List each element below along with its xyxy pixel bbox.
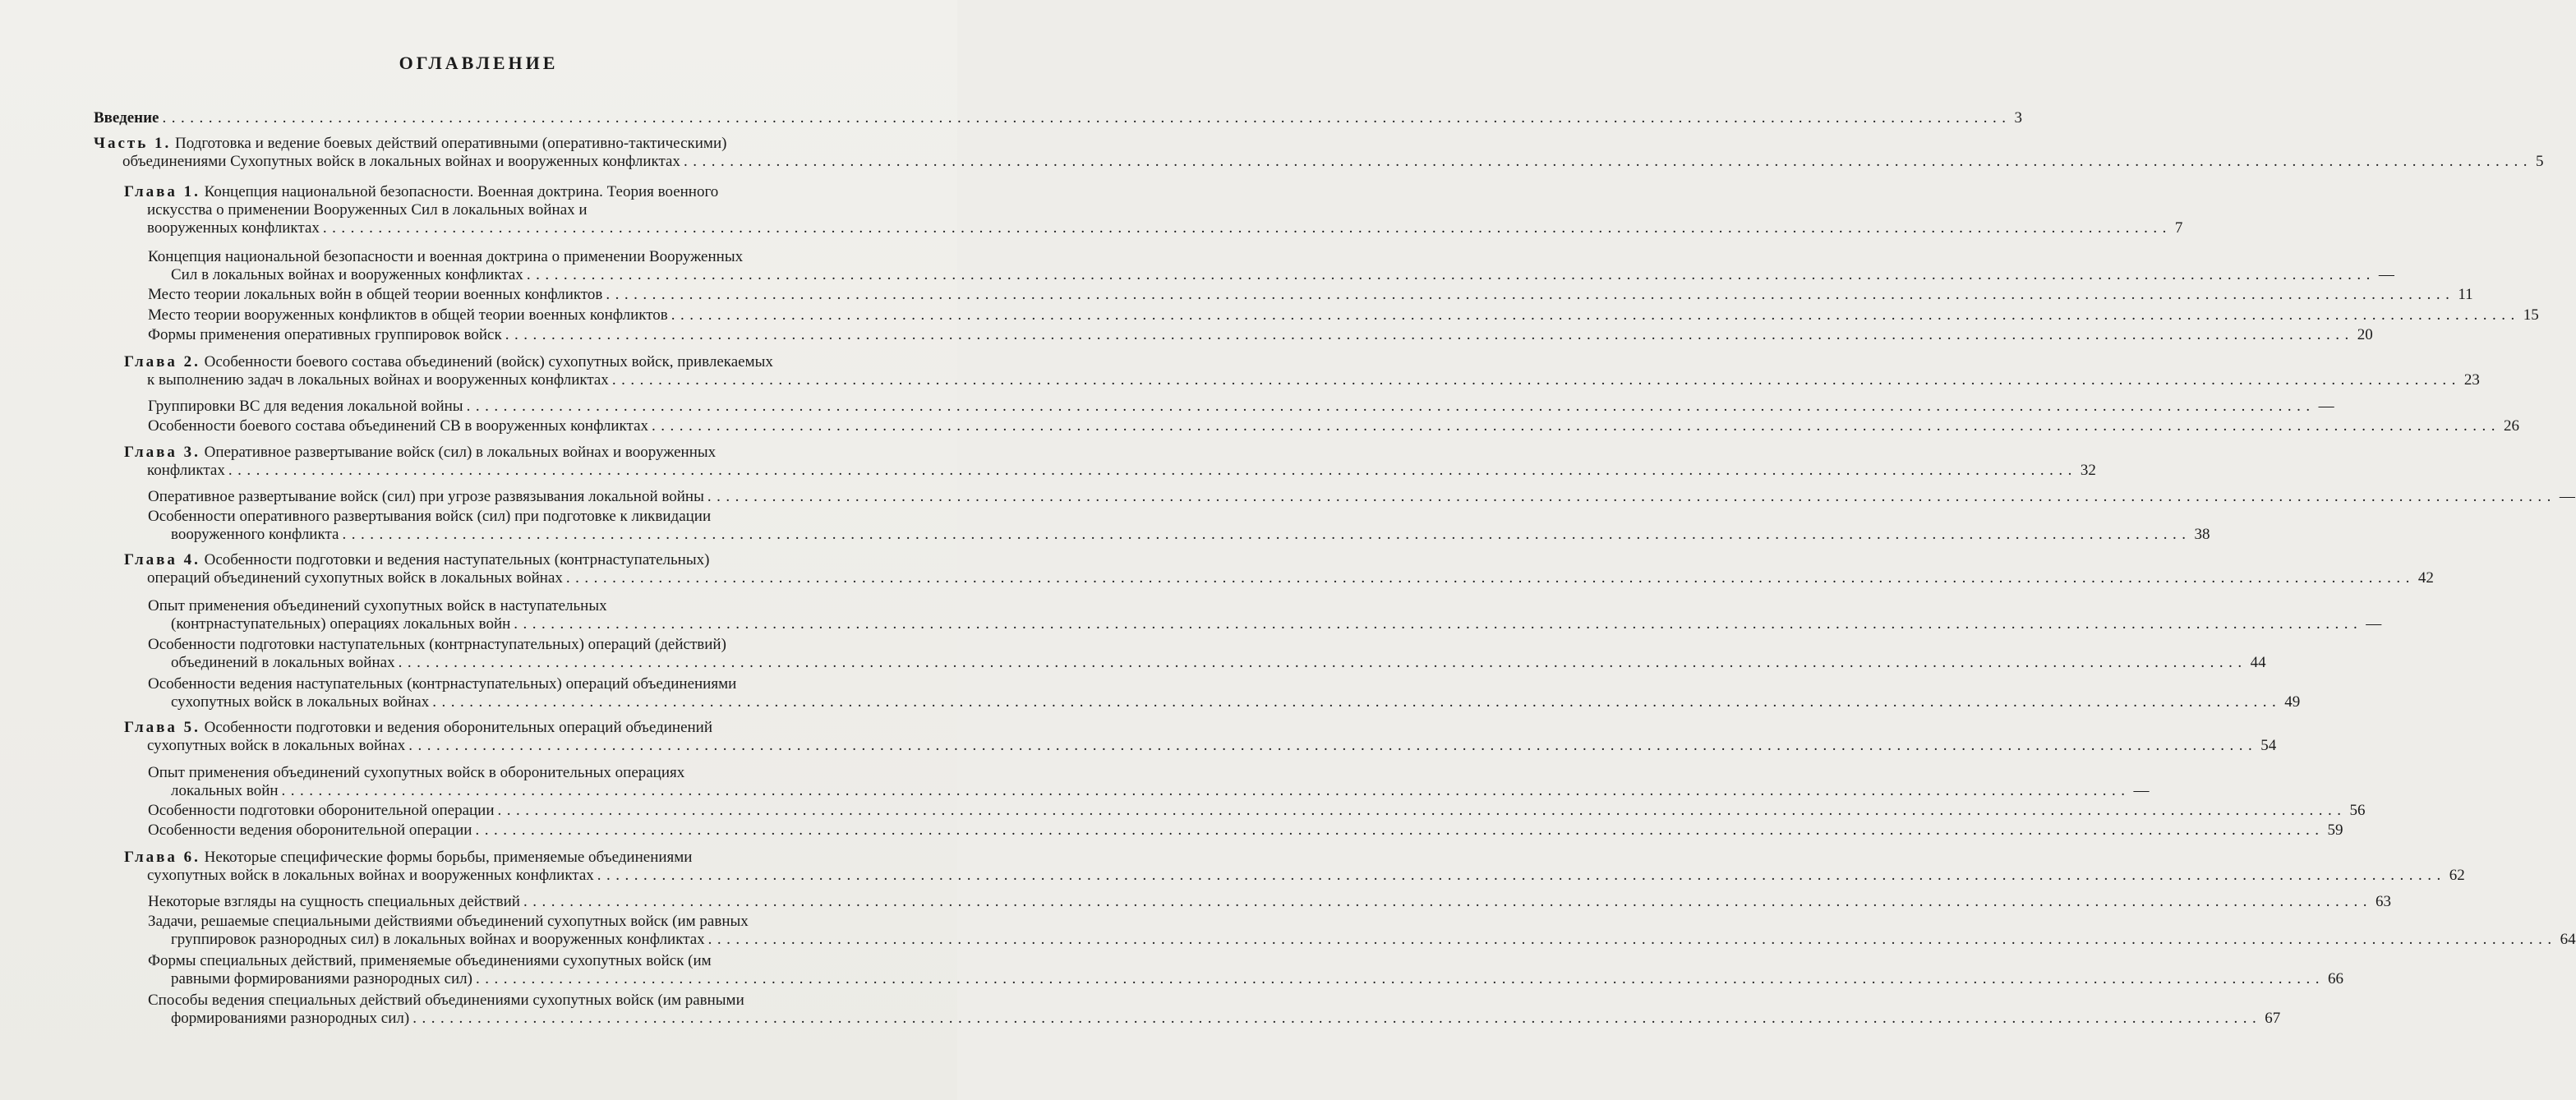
toc-entry-line xyxy=(124,849,923,867)
toc-entry-line xyxy=(124,737,2277,755)
dot-leader: ........................................................................................................................................................................................................ xyxy=(523,893,2372,910)
toc-entry-line xyxy=(148,615,2382,633)
toc-page-number: 20 xyxy=(2357,326,2373,343)
toc-page-number: 23 xyxy=(2463,371,2480,389)
dot-leader: ........................................................................................................................................................................................................ xyxy=(497,802,2347,819)
dot-leader: ........................................................................................................................................................................................................ xyxy=(281,782,2131,799)
toc-entry xyxy=(124,183,2183,237)
toc-entry-line xyxy=(94,153,2544,171)
toc-entry-title: к выполнению задач в локальных войнах и вооруженных конфликтах xyxy=(147,371,609,389)
toc-entry-text xyxy=(148,488,704,506)
toc-entry-line xyxy=(148,822,2343,840)
toc-entry xyxy=(124,719,2277,755)
toc-entry-line xyxy=(94,109,2022,127)
toc-page-number: 62 xyxy=(2449,867,2465,884)
toc-entry xyxy=(148,992,2281,1028)
toc-entry-title: Опыт применения объединений сухопутных войск в наступательных xyxy=(148,597,607,614)
toc-entry-text xyxy=(171,782,279,800)
toc-entry-text xyxy=(148,398,463,416)
toc-entry-line xyxy=(148,992,923,1010)
toc-entry-title: объединений в локальных войнах xyxy=(171,654,395,671)
toc-page-number: — xyxy=(2133,782,2150,799)
toc-entry xyxy=(94,109,2022,127)
toc-entry-line xyxy=(148,286,2473,304)
toc-entry-title: Особенности подготовки наступательных (контрнаступательных) операций (действий) xyxy=(148,636,726,653)
toc-page-number: 3 xyxy=(2014,109,2022,127)
toc-entry-title: Формы специальных действий, применяемые объединениями сухопутных войск (им xyxy=(148,952,712,969)
toc-entry-text xyxy=(147,737,405,755)
toc-entry-line xyxy=(148,693,2301,711)
toc-entry xyxy=(148,286,2473,304)
toc-entry-title: вооруженных конфликтах xyxy=(147,219,320,237)
toc-entry xyxy=(148,802,2366,820)
toc-entry-line xyxy=(148,597,923,615)
toc-entry-title: сухопутных войск в локальных войнах и вооруженных конфликтах xyxy=(147,867,594,884)
toc-entry-line xyxy=(148,675,923,693)
toc-page-number: 63 xyxy=(2375,893,2391,910)
toc-entry-title: Особенности боевого состава объединений (войск) сухопутных войск, привлекаемых xyxy=(204,353,773,371)
toc-entry-title: Особенности ведения наступательных (контрнаступательных) операций объединениями xyxy=(148,675,737,693)
toc-entry-title: Группировки ВС для ведения локальной войны xyxy=(148,398,463,415)
toc-entry-title: Концепция национальной безопасности и военная доктрина о применении Вооруженных xyxy=(148,248,744,265)
dot-leader: ........................................................................................................................................................................................................ xyxy=(606,286,2455,303)
toc-entry-line xyxy=(148,802,2366,820)
dot-leader: ........................................................................................................................................................................................................ xyxy=(398,654,2247,671)
toc-entry-title: Формы применения оперативных группировок войск xyxy=(148,326,502,343)
toc-entry-title: Концепция национальной безопасности. Военная доктрина. Теория военного xyxy=(204,183,719,200)
toc-entry-title: (контрнаступательных) операциях локальных войн xyxy=(171,615,511,633)
toc-entry-text xyxy=(148,893,520,911)
dot-leader: ........................................................................................................................................................................................................ xyxy=(707,488,2556,505)
dot-leader: ........................................................................................................................................................................................................ xyxy=(707,931,2557,948)
toc-entry xyxy=(148,398,2334,416)
toc-entry-text xyxy=(147,462,225,480)
toc-entry-text xyxy=(122,153,680,171)
toc-entry-title: Место теории локальных войн в общей теории военных конфликтов xyxy=(148,286,603,303)
toc-entry-text xyxy=(171,526,339,544)
toc-entry-text xyxy=(171,654,395,672)
toc-entry-prefix: Часть 1. xyxy=(94,135,172,152)
toc-entry xyxy=(148,822,2343,840)
toc-entry-line xyxy=(124,371,2480,389)
toc-entry-line xyxy=(148,764,923,782)
toc-entry-text xyxy=(124,719,712,736)
toc-entry-text xyxy=(148,508,711,525)
toc-entry-title: операций объединений сухопутных войск в локальных войнах xyxy=(147,569,563,587)
toc-entry-title: Сил в локальных войнах и вооруженных конфликтах xyxy=(171,266,523,283)
dot-leader: ........................................................................................................................................................................................................ xyxy=(466,398,2316,415)
toc-entry xyxy=(148,636,2266,672)
toc-entry-prefix: Глава 2. xyxy=(124,353,200,371)
toc-entry-title: Особенности оперативного развертывания войск (сил) при подготовке к ликвидации xyxy=(148,508,712,525)
dot-leader: ........................................................................................................................................................................................................ xyxy=(514,615,2363,633)
toc-entry-line xyxy=(148,306,2539,324)
toc-entry-text xyxy=(148,597,607,614)
toc-entry-title: Особенности подготовки и ведения наступательных (контрнаступательных) xyxy=(204,551,710,568)
dot-leader: ........................................................................................................................................................................................................ xyxy=(162,109,2011,127)
toc-entry-title: Особенности ведения оборонительной операции xyxy=(148,822,472,839)
toc-entry xyxy=(148,248,2394,284)
toc-entry-title: объединениями Сухопутных войск в локальных войнах и вооруженных конфликтах xyxy=(122,153,680,170)
toc-entry-title: сухопутных войск в локальных войнах xyxy=(171,693,430,711)
toc-entry-line xyxy=(148,326,2373,344)
toc-entry xyxy=(124,444,2096,480)
toc-entry-line xyxy=(148,913,923,931)
toc-entry xyxy=(148,326,2373,344)
dot-leader: ........................................................................................................................................................................................................ xyxy=(228,462,2077,479)
toc-entry-prefix: Глава 6. xyxy=(124,849,200,866)
toc-entry-line xyxy=(148,782,2150,800)
toc-entry-text xyxy=(148,675,736,693)
toc-entry-title: Место теории вооруженных конфликтов в общей теории военных конфликтов xyxy=(148,306,668,324)
toc-entry-line xyxy=(148,398,2334,416)
toc-entry-text xyxy=(147,371,609,389)
toc-entry-line xyxy=(124,444,923,462)
toc-page-number: — xyxy=(2378,266,2394,283)
toc-page-number: 26 xyxy=(2504,417,2520,435)
toc-entry-text xyxy=(147,867,594,885)
toc-page-number: — xyxy=(2366,615,2382,633)
toc-entry-line xyxy=(148,893,2391,911)
dot-leader: ........................................................................................................................................................................................................ xyxy=(652,417,2501,435)
toc-entry-text xyxy=(148,802,495,820)
toc-entry-prefix: Глава 5. xyxy=(124,719,200,736)
toc-entry-prefix: Глава 4. xyxy=(124,551,200,568)
toc-entry xyxy=(124,849,2465,885)
toc-entry-text xyxy=(171,615,510,633)
toc-page-number: 49 xyxy=(2284,693,2301,711)
toc-entry xyxy=(124,353,2480,389)
toc-page-number: 42 xyxy=(2417,569,2434,587)
toc-entry-line xyxy=(124,551,923,569)
toc-entry-text xyxy=(148,417,648,435)
toc-page-number: 66 xyxy=(2327,970,2343,987)
toc-entry-line xyxy=(148,508,923,526)
dot-leader: ........................................................................................................................................................................................................ xyxy=(670,306,2520,324)
toc-entry-text xyxy=(147,201,588,219)
toc-page-number: 67 xyxy=(2265,1010,2281,1027)
toc-page-number: 38 xyxy=(2194,526,2210,543)
toc-entry-title: Способы ведения специальных действий объединениями сухопутных войск (им равными xyxy=(148,992,744,1009)
toc-entry-title: Особенности боевого состава объединений СВ в вооруженных конфликтах xyxy=(148,417,649,435)
toc-page-number: 54 xyxy=(2260,737,2277,754)
toc-page-number: 11 xyxy=(2458,286,2473,303)
toc-entry-text xyxy=(171,266,523,284)
toc-page-number: 7 xyxy=(2174,219,2183,237)
toc-entry-text xyxy=(148,822,472,840)
toc-page-number: 5 xyxy=(2535,153,2544,170)
toc-entry-title: конфликтах xyxy=(147,462,225,479)
toc-entry xyxy=(148,597,2382,633)
toc-entry-line xyxy=(148,654,2266,672)
toc-entry-text xyxy=(147,219,320,237)
toc-entry-title: локальных войн xyxy=(171,782,279,799)
toc-entry-text xyxy=(148,913,749,930)
toc-entry-line xyxy=(148,1010,2281,1028)
toc-entry-text xyxy=(148,286,602,304)
toc-page-number: — xyxy=(2318,398,2334,415)
toc-entry-text xyxy=(124,353,773,371)
toc-entry xyxy=(148,508,2210,544)
toc-entry-line xyxy=(94,135,923,153)
toc-entry xyxy=(148,417,2520,435)
toc-entry-line xyxy=(124,867,2465,885)
dot-leader: ........................................................................................................................................................................................................ xyxy=(475,822,2325,839)
toc-entry xyxy=(148,675,2301,711)
toc-entry-text xyxy=(148,952,712,969)
toc-entry xyxy=(94,135,2544,171)
toc-entry-title: Особенности подготовки оборонительной операции xyxy=(148,802,495,819)
toc-entry-title: Некоторые взгляды на сущность специальных действий xyxy=(148,893,520,910)
toc-entry-line xyxy=(124,462,2096,480)
toc-entry-text xyxy=(148,306,668,324)
toc-entry-text xyxy=(171,970,472,988)
dot-leader: ........................................................................................................................................................................................................ xyxy=(432,693,2282,711)
toc-entry-prefix: Глава 1. xyxy=(124,183,200,200)
toc-entry-line xyxy=(148,526,2210,544)
toc-entry xyxy=(148,488,2575,506)
toc-entry-text xyxy=(148,326,502,344)
toc-entry-line xyxy=(124,201,923,219)
toc-entry-title: Задачи, решаемые специальными действиями объединений сухопутных войск (им равных xyxy=(148,913,749,930)
toc-entry xyxy=(148,893,2391,911)
dot-leader: ........................................................................................................................................................................................................ xyxy=(408,737,2258,754)
toc-entry-title: Введение xyxy=(94,109,159,127)
toc-entry-text xyxy=(171,1010,409,1028)
toc-entry-title: группировок разнородных сил) в локальных войнах и вооруженных конфликтах xyxy=(171,931,705,948)
toc-entry xyxy=(148,913,2576,949)
dot-leader: ........................................................................................................................................................................................................ xyxy=(505,326,2354,343)
dot-leader: ........................................................................................................................................................................................................ xyxy=(412,1010,2262,1027)
toc-entry-title: вооруженного конфликта xyxy=(171,526,339,543)
toc-entry-line xyxy=(148,636,923,654)
toc-page-number: 32 xyxy=(2080,462,2096,479)
toc-entry-line xyxy=(124,719,923,737)
dot-leader: ........................................................................................................................................................................................................ xyxy=(475,970,2325,987)
toc-entry xyxy=(148,952,2343,988)
toc-entry xyxy=(124,551,2434,587)
toc-entry-line xyxy=(148,266,2394,284)
toc-page-number: 64 xyxy=(2560,931,2576,948)
dot-leader: ........................................................................................................................................................................................................ xyxy=(342,526,2191,543)
dot-leader: ........................................................................................................................................................................................................ xyxy=(526,266,2376,283)
toc-page-number: 15 xyxy=(2523,306,2539,324)
toc-entry-text xyxy=(171,931,705,949)
dot-leader: ........................................................................................................................................................................................................ xyxy=(322,219,2172,237)
toc-entry xyxy=(148,764,2150,800)
page-title: ОГЛАВЛЕНИЕ xyxy=(399,53,559,73)
toc-entry-text xyxy=(124,849,692,866)
toc-entry-text xyxy=(148,248,743,265)
toc-entry-title: Подготовка и ведение боевых действий оперативными (оперативно-тактическими) xyxy=(175,135,727,152)
toc-entry-prefix: Глава 3. xyxy=(124,444,200,461)
toc-entry-title: Оперативное развертывание войск (сил) в локальных войнах и вооруженных xyxy=(204,444,717,461)
toc-entry-text xyxy=(124,183,718,200)
toc-entry-title: формированиями разнородных сил) xyxy=(171,1010,410,1027)
toc-page-number: 44 xyxy=(2250,654,2266,671)
toc-entry-title: Особенности подготовки и ведения оборонительных операций объединений xyxy=(204,719,713,736)
toc-page-number: 56 xyxy=(2349,802,2366,819)
toc-entry-text xyxy=(94,135,726,152)
toc-entry xyxy=(148,306,2539,324)
toc-entry-title: равными формированиями разнородных сил) xyxy=(171,970,472,987)
dot-leader: ........................................................................................................................................................................................................ xyxy=(565,569,2415,587)
toc-entry-line xyxy=(148,952,923,970)
toc-entry-title: искусства о применении Вооруженных Сил в локальных войнах и xyxy=(147,201,588,219)
toc-entry-text xyxy=(124,551,709,568)
toc-entry-text xyxy=(148,636,726,653)
toc-entry-title: Опыт применения объединений сухопутных войск в оборонительных операциях xyxy=(148,764,685,781)
toc-entry-line xyxy=(124,353,923,371)
toc-entry-line xyxy=(148,931,2576,949)
toc-entry-title: сухопутных войск в локальных войнах xyxy=(147,737,406,754)
toc-entry-line xyxy=(148,488,2575,506)
dot-leader: ........................................................................................................................................................................................................ xyxy=(597,867,2446,884)
toc-entry-line xyxy=(124,569,2434,587)
dot-leader: ........................................................................................................................................................................................................ xyxy=(611,371,2461,389)
toc-entry-line xyxy=(148,970,2343,988)
toc-entry-line xyxy=(124,219,2183,237)
toc-entry-text xyxy=(171,693,429,711)
toc-entry-text xyxy=(94,109,159,127)
toc-entry-title: Оперативное развертывание войск (сил) при угрозе развязывания локальной войны xyxy=(148,488,704,505)
toc-entry-text xyxy=(148,764,684,781)
toc-entry-line xyxy=(124,183,923,201)
toc-page-number: — xyxy=(2559,488,2575,505)
toc-entry-text xyxy=(124,444,716,461)
toc-page-number: 59 xyxy=(2327,822,2343,839)
toc-entry-line xyxy=(148,248,923,266)
toc-entry-text xyxy=(147,569,563,587)
toc-entry-line xyxy=(148,417,2520,435)
toc-entry-text xyxy=(148,992,744,1009)
dot-leader: ........................................................................................................................................................................................................ xyxy=(683,153,2532,170)
toc-entry-title: Некоторые специфические формы борьбы, применяемые объединениями xyxy=(204,849,693,866)
